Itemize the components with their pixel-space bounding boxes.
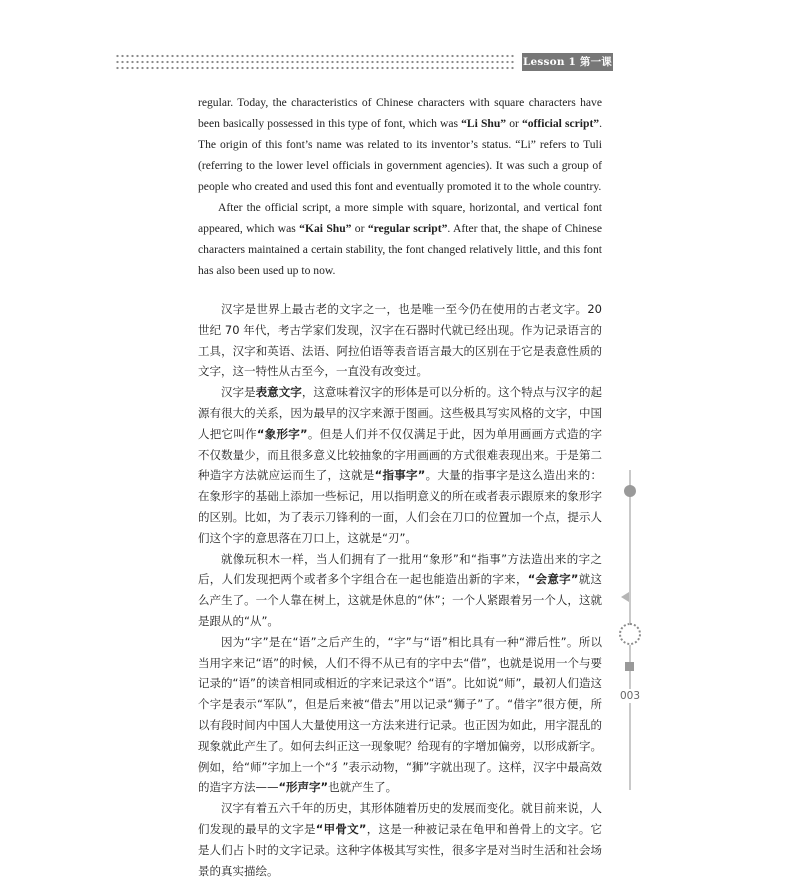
text-run: 。但是人们并不仅仅满足于此，因为单用画画方式造的字不仅数量少，而且很多意义比较抽象的字用画画的方式很难表现出来。于是第二种造字方法就应运而生了，这就是 xyxy=(198,426,602,483)
term-regular-script: “regular script” xyxy=(367,222,448,235)
chinese-paragraph-5 xyxy=(198,798,602,881)
square-marker-icon xyxy=(625,662,634,671)
lesson-label: Lesson 1 第一课 xyxy=(522,53,613,71)
page-body xyxy=(198,92,602,881)
page-header xyxy=(115,50,615,74)
text-run: . The origin of this font’s name was related to its inventor’s status. “Li” refers to Tuli (referring to the lower level officials in government agencies). It was such a group of people who created and used this font and eventually promoted it to the whole country. xyxy=(198,117,603,193)
dotted-header-band xyxy=(115,53,515,71)
term-official-script: “official script” xyxy=(521,117,600,130)
text-run: ，这意味着汉字的形体是可以分析的。这个特点与汉字的起源有很大的关系，因为最早的汉字来源于图画。这些极具写实风格的文字，中国人把它叫作 xyxy=(198,385,602,441)
text-run: or xyxy=(506,117,522,130)
page-number: 003 xyxy=(620,690,641,702)
text-run: or xyxy=(351,222,368,235)
term-phono-semantic: “形声字” xyxy=(278,780,329,795)
english-paragraph-1 xyxy=(198,92,602,197)
text-run: 汉字有着五六千年的历史，其形体随着历史的发展而变化。就目前来说，人们发现的最早的文字是 xyxy=(198,801,602,836)
text-run: 就这么产生了。一个人靠在树上，这就是休息的“休”；一个人紧跟着另一个人，这就是跟从的“从”。 xyxy=(198,572,602,628)
term-ideographic: 表意文字 xyxy=(255,385,302,400)
text-run: 汉字是 xyxy=(221,385,256,400)
text-run: 就像玩积木一样，当人们拥有了一批用“象形”和“指事”方法造出来的字之后，人们发现把两个或者多个字组合在一起也能造出新的字来， xyxy=(198,551,602,587)
text-run: After the official script, a more simple with square, horizontal, and vertical font appeared, which was xyxy=(198,201,602,235)
text-run: ，这是一种被记录在龟甲和兽骨上的文字。它是人们占卜时的文字记录。这种字体极其写实性，很多字是对当时生活和社会场景的真实描绘。 xyxy=(198,821,602,878)
text-run: 因为“字”是在“语”之后产生的，“字”与“语”相比具有一种“滞后性”。所以当用字来记“语”的时候，人们不得不从已有的字中去“借”，也就是说用一个与要记录的“语”的读音相同或相近的字来记录这个“语”。比如说“师”，最初人们造这个字是表示“军队”，但是后来被“借去”用以记录“狮子”了。“借字”很方便，所以有段时间内中国人大量使用这一方法来进行记录。也正因为如此，用字混乱的现象就此产生了。如何去纠正这一现象呢？给现有的字增加偏旁，以形成新字。例如，给“师”字加上一个“犭”表示动物，“狮”字就出现了。这样，汉字中最高效的造字方法—— xyxy=(198,634,602,795)
text-run: 也就产生了。 xyxy=(328,780,398,795)
circle-marker-icon xyxy=(624,485,636,497)
chinese-paragraph-2 xyxy=(198,382,602,548)
term-pictograph: “象形字” xyxy=(256,426,308,441)
text-run: regular. Today, the characteristics of Chinese characters with square characters have been basically possessed in this type of font, which was xyxy=(198,96,602,130)
term-oracle-bone: “甲骨文” xyxy=(315,821,367,836)
term-li-shu: “Li Shu” xyxy=(461,117,507,130)
english-paragraph-2 xyxy=(198,197,602,281)
term-indicative: “指事字” xyxy=(374,468,426,483)
chinese-paragraph-1: 汉字是世界上最古老的文字之一，也是唯一至今仍在使用的古老文字。20 世纪 70 年代，考古学家们发现，汉字在石器时代就已经出现。作为记录语言的工具，汉字和英语、法语、阿拉伯语等表音语言最大的区别在于它是表意性质的文字，这一特性从古至今，一直没有改变过。 xyxy=(198,302,602,379)
term-compound-ideograph: “会意字” xyxy=(527,572,579,587)
dotted-ring-icon xyxy=(619,623,641,645)
text-run: . After that, the shape of Chinese characters maintained a certain stability, the font changed relatively little, and this font has also been used up to now. xyxy=(198,222,603,277)
chinese-paragraph-4 xyxy=(198,632,602,798)
term-kai-shu: “Kai Shu” xyxy=(299,222,352,235)
text-run: 。大量的指事字是这么造出来的：在象形字的基础上添加一些标记，用以指明意义的所在或者表示跟原来的象形字的区别。比如，为了表示刀锋利的一面，人们会在刀口的位置加一个点，提示人们这个字的意思落在刀口上，这就是“刃”。 xyxy=(198,468,602,545)
triangle-left-icon xyxy=(621,592,629,602)
chinese-paragraph-3 xyxy=(198,549,602,632)
